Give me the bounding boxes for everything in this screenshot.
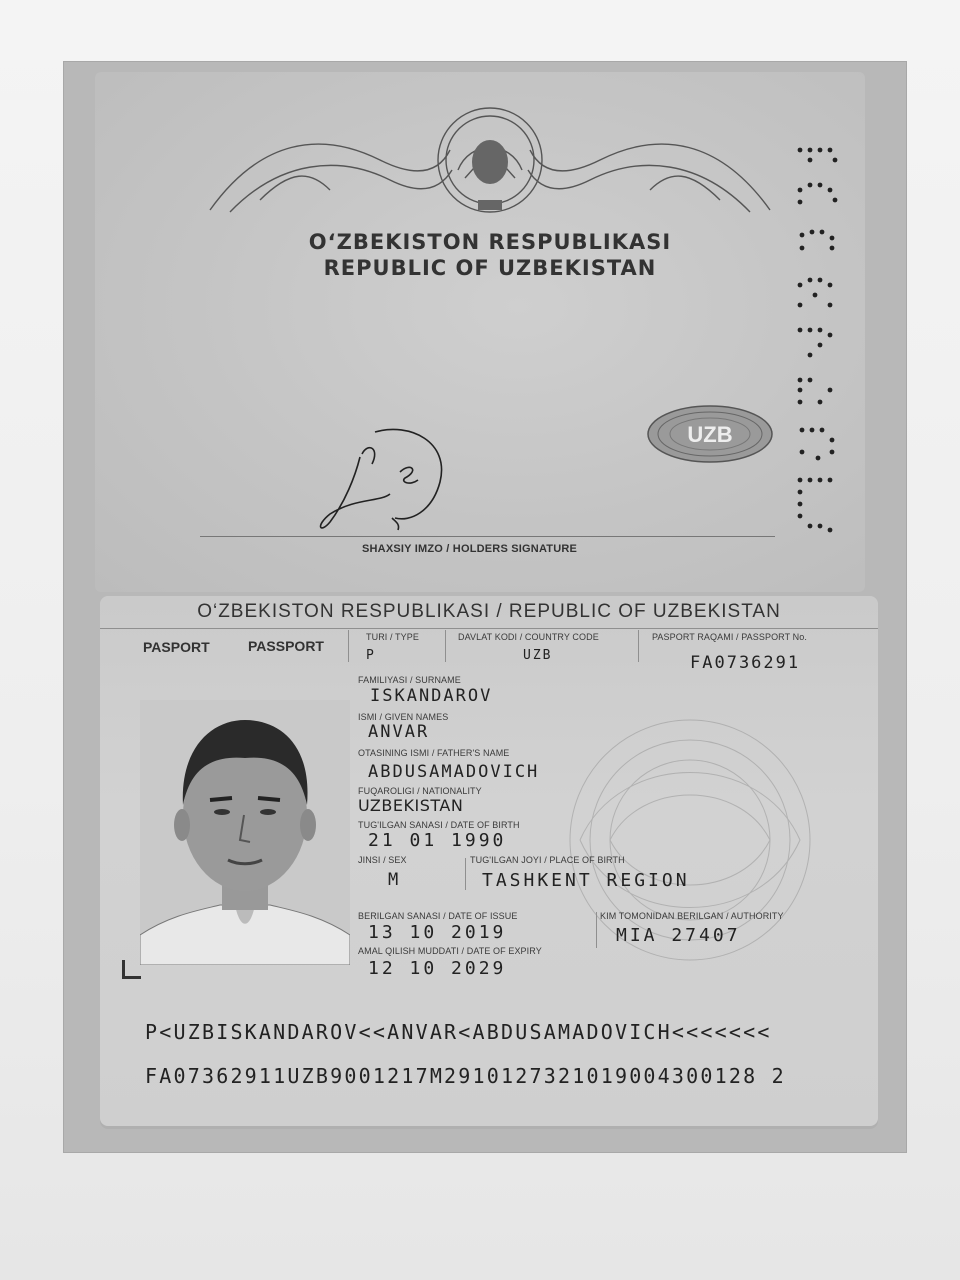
corner-mark bbox=[122, 960, 141, 979]
surname-label: FAMILIYASI / SURNAME bbox=[358, 675, 461, 685]
authority-value: MIA 27407 bbox=[616, 925, 741, 946]
date-of-issue-value: 13 10 2019 bbox=[368, 922, 507, 943]
mrz-line-2: FA07362911UZB9001217M2910127321019004300128 2 bbox=[145, 1064, 786, 1088]
uzb-seal-text: UZB bbox=[687, 422, 733, 447]
date-of-birth-label: TUG'ILGAN SANASI / DATE OF BIRTH bbox=[358, 820, 520, 830]
nationality-value: UZBEKISTAN bbox=[358, 796, 464, 815]
perforated-serial-number bbox=[790, 140, 850, 550]
issue-authority-divider bbox=[596, 912, 597, 948]
type-label: TURI / TYPE bbox=[366, 632, 419, 642]
header-divider-2 bbox=[445, 630, 446, 662]
country-code-label: DAVLAT KODI / COUNTRY CODE bbox=[458, 632, 599, 642]
surname-value: ISKANDAROV bbox=[370, 686, 493, 706]
data-page-header: O‘ZBEKISTON RESPUBLIKASI / REPUBLIC OF UZBEKISTAN bbox=[197, 601, 781, 622]
place-of-birth-label: TUG'ILGAN JOYI / PLACE OF BIRTH bbox=[470, 855, 625, 865]
upper-title-en: REPUBLIC OF UZBEKISTAN bbox=[323, 256, 657, 280]
signature-caption: SHAXSIY IMZO / HOLDERS SIGNATURE bbox=[362, 543, 578, 555]
sex-value: M bbox=[388, 870, 401, 890]
sex-label: JINSI / SEX bbox=[358, 855, 407, 865]
header-divider-1 bbox=[348, 630, 349, 662]
mrz-line-1: P<UZBISKANDAROV<<ANVAR<ABDUSAMADOVICH<<<<<<< bbox=[145, 1020, 772, 1044]
country-code-value: UZB bbox=[523, 648, 553, 663]
date-of-issue-label: BERILGAN SANASI / DATE OF ISSUE bbox=[358, 911, 518, 921]
nationality-label: FUQAROLIGI / NATIONALITY bbox=[358, 786, 482, 796]
holder-signature bbox=[300, 422, 460, 542]
fathers-name-label: OTASINING ISMI / FATHER'S NAME bbox=[358, 748, 510, 758]
fathers-name-value: ABDUSAMADOVICH bbox=[368, 762, 540, 782]
passport-label-en: PASSPORT bbox=[248, 638, 324, 654]
uzb-hologram-seal bbox=[646, 404, 774, 464]
type-value: P bbox=[366, 648, 376, 663]
holder-photo bbox=[140, 700, 350, 965]
date-of-expiry-label: AMAL QILISH MUDDATI / DATE OF EXPIRY bbox=[358, 946, 542, 956]
given-names-value: ANVAR bbox=[368, 722, 430, 742]
sex-place-divider bbox=[465, 858, 466, 890]
signature-line bbox=[200, 536, 775, 537]
given-names-label: ISMI / GIVEN NAMES bbox=[358, 712, 449, 722]
passport-number-label: PASPORT RAQAMI / PASSPORT No. bbox=[652, 632, 807, 642]
header-rule bbox=[100, 628, 878, 629]
passport-number-value: FA0736291 bbox=[690, 653, 801, 673]
authority-label: KIM TOMONIDAN BERILGAN / AUTHORITY bbox=[600, 911, 784, 921]
date-of-expiry-value: 12 10 2029 bbox=[368, 958, 507, 979]
national-emblem-ornament bbox=[200, 100, 780, 230]
header-divider-3 bbox=[638, 630, 639, 662]
date-of-birth-value: 21 01 1990 bbox=[368, 830, 507, 851]
upper-title-uz: O‘ZBEKISTON RESPUBLIKASI bbox=[308, 230, 672, 254]
place-of-birth-value: TASHKENT REGION bbox=[482, 870, 690, 891]
pasport-label-uz: PASPORT bbox=[143, 639, 210, 655]
